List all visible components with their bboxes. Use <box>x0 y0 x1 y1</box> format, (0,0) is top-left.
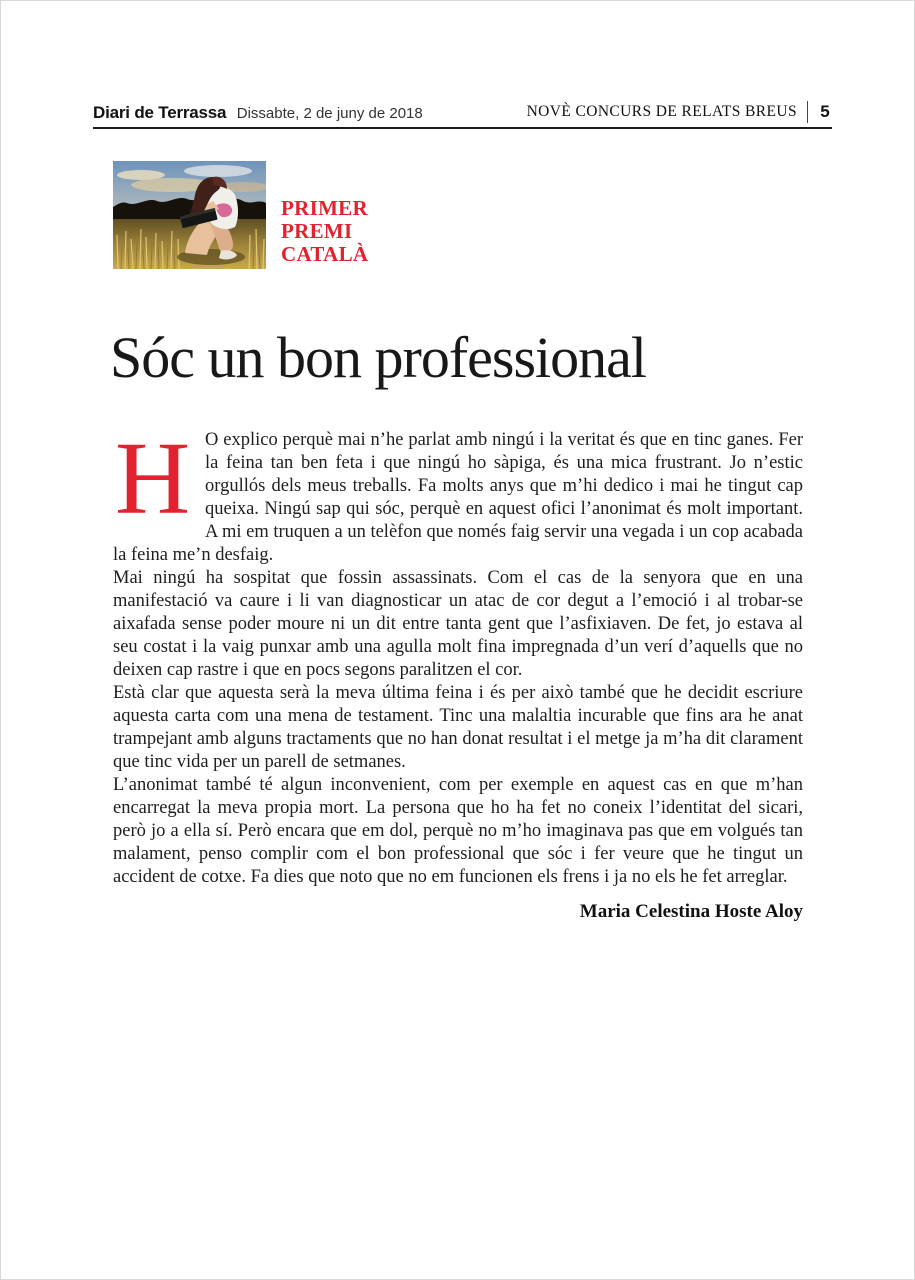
girl-writing-in-field-illustration <box>113 161 266 269</box>
prize-label-line2: PREMI <box>281 219 353 243</box>
paper-name: Diari de Terrassa <box>93 103 227 122</box>
paragraph-4: L’anonimat també té algun inconvenient, com per exemple en aquest cas en que m’han encarregat la meva propia mort. La persona que ho ha fet no coneix l’identitat del sicari, però jo a ella sí. Però encara que em dol, perquè no m’ho imaginava pas que em volgués tan malament, penso complir com el bon professional que sóc i fer veure que he tingut un accident de cotxe. Fa dies que noto que no em funcionen els frens i ja no els he fet arreglar. <box>113 775 803 887</box>
author-byline: Maria Celestina Hoste Aloy <box>579 901 803 922</box>
article-body <box>113 421 803 923</box>
paragraph-3: Està clar que aquesta serà la meva última feina i és per això també que he decidit escriure aquesta carta com una mena de testament. Tinc una malaltia incurable que fins ara he anat trampejant amb alguns tractaments que no han donat resultat i el metge ja m’ha dit clarament que tinc vida per un parell de setmanes. <box>113 683 803 772</box>
paragraph-1-text: O explico perquè mai n’he parlat amb ningú i la veritat és que en tinc ganes. Fer la feina tan ben feta i que ningú ho sàpiga, és una mica frustrant. Jo n’estic orgullós dels meus treballs. Fa molts anys que m’hi dedico i mai he tingut cap queixa. Ningú sap qui sóc, perquè en aquest ofici l’anonimat és molt important. A mi em truquen a un telèfon que només faig servir una vegada i un cop acabada la feina me’n desfaig. <box>113 430 803 565</box>
paragraph-1 <box>113 421 803 567</box>
header-left <box>93 103 423 123</box>
page-number: 5 <box>820 102 830 121</box>
prize-label <box>281 197 368 266</box>
issue-date: Dissabte, 2 de juny de 2018 <box>236 105 423 122</box>
header-divider <box>807 101 808 123</box>
header-rule <box>93 127 832 129</box>
prize-photo <box>113 161 266 269</box>
section-title: NOVÈ CONCURS DE RELATS BREUS <box>526 103 797 120</box>
article-title: Sóc un bon professional <box>110 325 646 390</box>
prize-label-line3: CATALÀ <box>281 242 369 266</box>
page-header <box>93 102 832 126</box>
drop-cap: H <box>115 421 191 536</box>
prize-label-line1: PRIMER <box>281 196 368 220</box>
header-right <box>527 101 832 123</box>
paragraph-2: Mai ningú ha sospitat que fossin assassinats. Com el cas de la senyora que en una manifestació va caure i li van diagnosticar un atac de cor degut a l’emoció i al trobar-se aixafada sense poder moure ni un dit entre tanta gent que l’asfixiaven. De fet, jo estava al seu costat i la vaig punxar amb una agulla molt fina impregnada d’un verí d’aquells que no deixen cap rastre i que en pocs segons paralitzen el cor. <box>113 568 803 680</box>
